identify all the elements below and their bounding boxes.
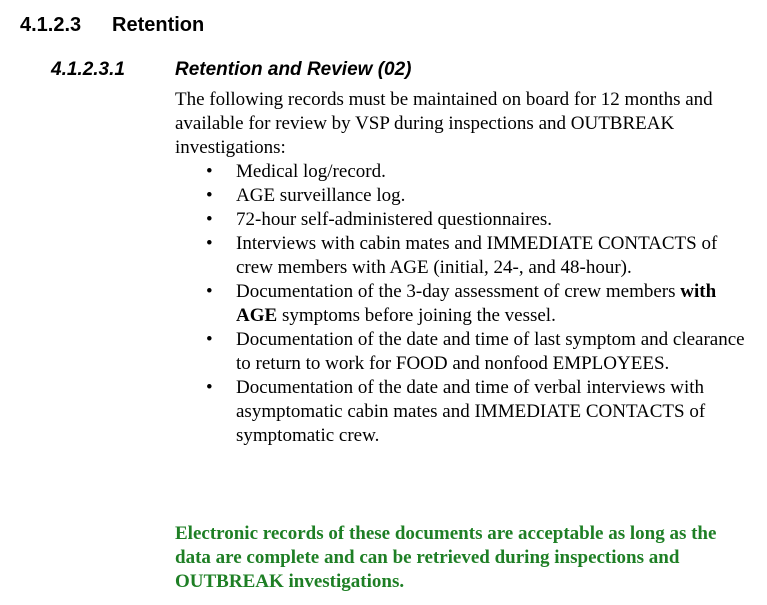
list-item-text: Medical log/record.: [236, 161, 386, 182]
list-item-text: Documentation of the date and time of verbal interviews with asymptomatic cabin mates and IMMEDIATE CONTACTS of symptomatic crew.: [236, 377, 706, 446]
list-item: [175, 232, 745, 280]
list-item-text: Interviews with cabin mates and IMMEDIATE CONTACTS of crew members with AGE (initial, 24-, and 48-hour).: [236, 233, 718, 278]
bullet-icon: •: [206, 185, 213, 206]
list-item: [175, 280, 745, 328]
section-title: Retention: [112, 14, 205, 36]
records-list: [175, 160, 745, 448]
list-item: [175, 208, 745, 232]
subsection-heading: [51, 58, 412, 82]
body-text: [175, 88, 745, 448]
bullet-icon: •: [206, 209, 213, 230]
bullet-icon: •: [206, 161, 213, 182]
bullet-icon: •: [206, 329, 213, 350]
intro-paragraph: The following records must be maintained on board for 12 months and available for review by VSP during inspections and OUTBREAK investigations:: [175, 89, 713, 158]
list-item-text-end: symptoms before joining the vessel.: [277, 305, 556, 326]
list-item-text-emphasis: with AGE: [236, 281, 717, 326]
list-item: [175, 376, 745, 448]
section-number: 4.1.2.3: [20, 14, 82, 36]
electronic-records-note: Electronic records of these documents are acceptable as long as the data are complete and can be retrieved during inspections and OUTBREAK investigations.: [175, 523, 717, 592]
list-item-text: AGE surveillance log.: [236, 185, 406, 206]
list-item: [175, 160, 745, 184]
list-item-text: Documentation of the date and time of last symptom and clearance to return to work for FOOD and nonfood EMPLOYEES.: [236, 329, 745, 374]
list-item-text: [236, 281, 716, 326]
subsection-title: Retention and Review (02): [175, 59, 412, 80]
subsection-number: 4.1.2.3.1: [51, 59, 125, 80]
bullet-icon: •: [206, 281, 213, 302]
bullet-icon: •: [206, 233, 213, 254]
section-heading: [20, 13, 204, 37]
list-item: [175, 328, 745, 376]
list-item-text: 72-hour self-administered questionnaires.: [236, 209, 553, 230]
bullet-icon: •: [206, 377, 213, 398]
list-item: [175, 184, 745, 208]
list-item-text-start: Documentation of the 3-day assessment of crew members: [236, 281, 681, 302]
